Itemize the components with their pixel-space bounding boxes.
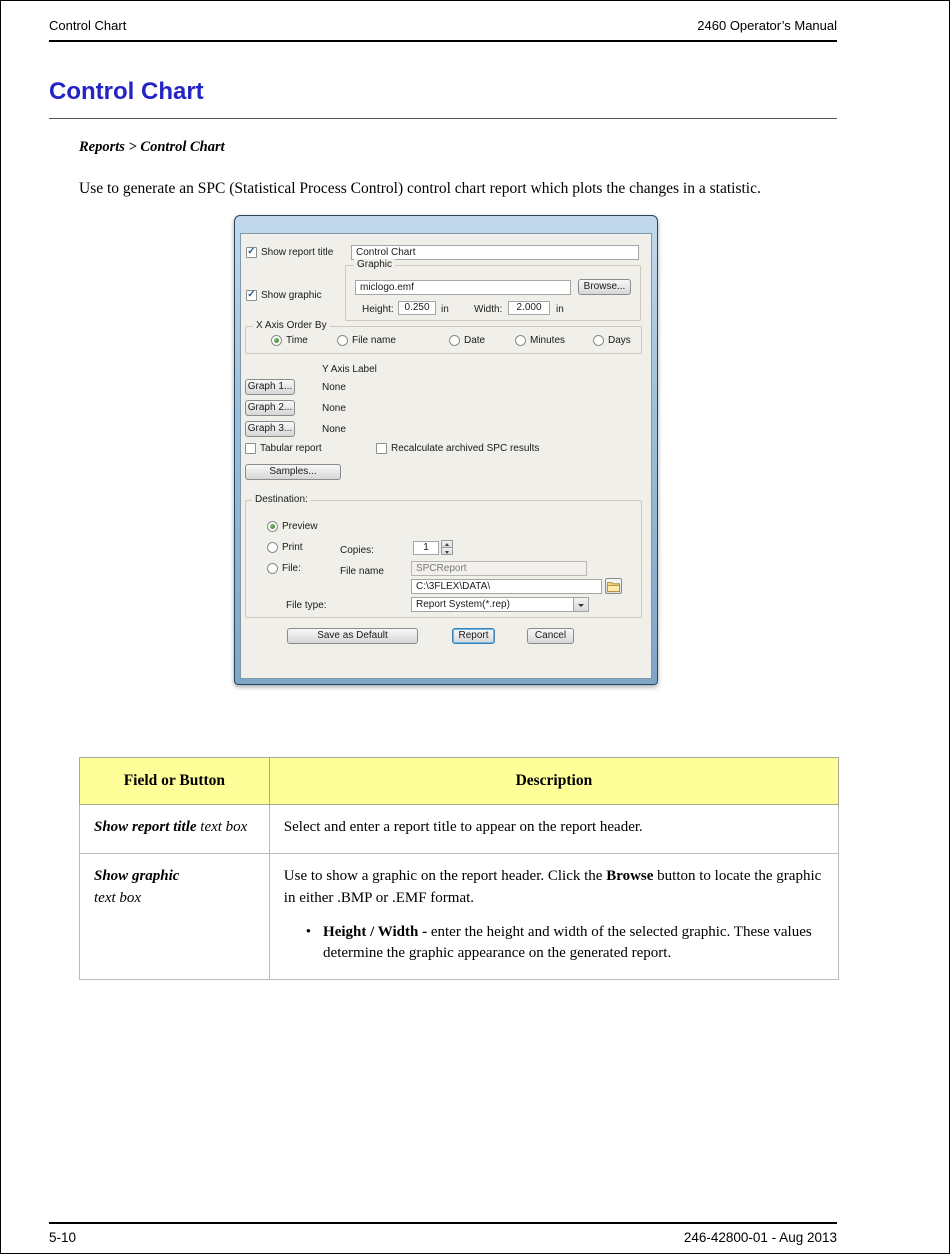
save-as-default-button[interactable]: Save as Default — [287, 628, 418, 644]
radio-days[interactable] — [593, 335, 631, 346]
running-head-left: Control Chart — [49, 18, 127, 33]
page-footer — [49, 1222, 837, 1245]
x-axis-group-label: X Axis Order By — [253, 320, 330, 331]
show-report-title-checkbox[interactable] — [246, 247, 333, 258]
radio-print-label: Print — [282, 542, 303, 553]
description-text — [284, 866, 824, 910]
dialog-body — [240, 233, 652, 679]
checkbox-checked-icon: ✓ — [247, 289, 256, 300]
bullet-segment: enter the height and width of the selected graphic. These values determine the graphic appearance on the generated report. — [323, 923, 812, 962]
dialog-titlebar[interactable] — [236, 217, 656, 233]
destination-group — [245, 494, 642, 618]
radio-date-label: Date — [464, 335, 486, 346]
checkbox-unchecked-icon — [376, 443, 387, 454]
table-header-description: Description — [269, 758, 838, 805]
x-axis-order-group — [245, 320, 642, 354]
table-row — [80, 805, 839, 854]
bullet-item — [306, 922, 824, 966]
copies-spinner[interactable] — [441, 540, 453, 556]
file-name-label: File name — [340, 566, 384, 577]
checkbox-checked-icon: ✓ — [247, 246, 256, 257]
y-axis-label: Y Axis Label — [322, 364, 377, 375]
field-suffix: text box — [94, 889, 142, 906]
radio-time-label: Time — [286, 335, 308, 346]
page-title: Control Chart — [49, 78, 837, 119]
tabular-report-checkbox[interactable] — [245, 443, 322, 454]
radio-file-label: File: — [282, 563, 301, 574]
graphic-group-label: Graphic — [354, 259, 395, 270]
browse-folder-button[interactable] — [605, 578, 622, 594]
width-unit-label: in — [556, 304, 564, 315]
radio-unselected-icon — [515, 335, 526, 346]
control-chart-dialog — [234, 215, 658, 685]
graphic-file-input[interactable]: miclogo.emf — [355, 280, 571, 295]
field-name: Show graphic — [94, 868, 180, 885]
cancel-button[interactable]: Cancel — [527, 628, 574, 644]
bullet-icon: • — [305, 923, 312, 940]
chevron-down-icon — [573, 598, 588, 611]
width-label: Width: — [474, 304, 503, 315]
width-input[interactable]: 2.000 — [508, 301, 550, 315]
bullet-bold-segment: Height / Width - — [323, 923, 431, 940]
destination-group-label: Destination: — [252, 494, 311, 505]
description-cell — [269, 854, 838, 980]
copies-label: Copies: — [340, 545, 374, 556]
radio-minutes[interactable] — [515, 335, 565, 346]
graph-3-value: None — [322, 424, 346, 435]
recalculate-spc-checkbox[interactable] — [376, 443, 539, 454]
table-header-row — [80, 758, 839, 805]
field-suffix: text box — [196, 819, 248, 836]
description-segment: Use to show a graphic on the report header. Click the — [283, 868, 607, 885]
graph-2-value: None — [322, 403, 346, 414]
radio-days-label: Days — [608, 335, 631, 346]
radio-file-name-label: File name — [352, 335, 396, 346]
radio-unselected-icon — [267, 542, 278, 553]
table-row — [80, 854, 839, 980]
radio-preview[interactable] — [267, 521, 318, 532]
radio-time[interactable] — [271, 335, 308, 346]
radio-date[interactable] — [449, 335, 485, 346]
description-table — [79, 757, 839, 980]
show-report-title-label: Show report title — [261, 247, 334, 258]
radio-unselected-icon — [267, 563, 278, 574]
field-cell — [80, 854, 270, 980]
file-type-label: File type: — [286, 600, 327, 611]
height-unit-label: in — [441, 304, 449, 315]
graph-2-button[interactable]: Graph 2... — [245, 400, 295, 416]
radio-unselected-icon — [449, 335, 460, 346]
page-number: 5-10 — [49, 1230, 77, 1245]
radio-unselected-icon — [593, 335, 604, 346]
graphic-group — [345, 259, 641, 321]
radio-selected-icon — [267, 521, 278, 532]
file-type-dropdown[interactable] — [411, 597, 589, 612]
field-cell — [80, 805, 270, 854]
browse-button[interactable]: Browse... — [578, 279, 631, 295]
description-bold-segment: Browse — [606, 868, 654, 885]
height-input[interactable]: 0.250 — [398, 301, 436, 315]
radio-preview-label: Preview — [282, 521, 318, 532]
recalculate-spc-label: Recalculate archived SPC results — [391, 443, 540, 454]
file-type-value: Report System(*.rep) — [416, 599, 510, 610]
report-button[interactable]: Report — [452, 628, 495, 644]
report-title-input[interactable]: Control Chart — [351, 245, 639, 260]
description-text: Select and enter a report title to appear on the report header. — [283, 819, 643, 836]
bullet-text — [323, 922, 824, 966]
radio-file-name[interactable] — [337, 335, 396, 346]
show-graphic-label: Show graphic — [261, 290, 322, 301]
copies-input[interactable]: 1 — [413, 541, 439, 555]
folder-icon — [607, 581, 620, 592]
intro-text: Use to generate an SPC (Statistical Process Control) control chart report which plots the changes in a statistic. — [79, 180, 761, 197]
height-label: Height: — [362, 304, 394, 315]
samples-button[interactable]: Samples... — [245, 464, 341, 480]
radio-file[interactable] — [267, 563, 301, 574]
graph-1-button[interactable]: Graph 1... — [245, 379, 295, 395]
description-cell — [269, 805, 838, 854]
tabular-report-label: Tabular report — [260, 443, 322, 454]
running-head — [49, 1, 837, 42]
radio-print[interactable] — [267, 542, 303, 553]
file-path-input[interactable]: C:\3FLEX\DATA\ — [411, 579, 602, 594]
running-head-right: 2460 Operator’s Manual — [697, 18, 837, 33]
graph-1-value: None — [322, 382, 346, 393]
show-graphic-checkbox[interactable] — [246, 290, 322, 301]
description-segment: button to locate the graphic in either .BMP or .EMF format. — [283, 868, 822, 906]
radio-selected-icon — [271, 335, 282, 346]
spinner-down-icon[interactable] — [441, 547, 453, 555]
breadcrumb: Reports > Control Chart — [79, 139, 225, 155]
radio-unselected-icon — [337, 335, 348, 346]
radio-minutes-label: Minutes — [530, 335, 566, 346]
file-name-input[interactable]: SPCReport — [411, 561, 587, 576]
document-number: 246-42800-01 - Aug 2013 — [683, 1230, 837, 1245]
table-header-field: Field or Button — [80, 758, 270, 805]
checkbox-unchecked-icon — [245, 443, 256, 454]
graph-3-button[interactable]: Graph 3... — [245, 421, 295, 437]
field-name: Show report title — [94, 819, 197, 836]
